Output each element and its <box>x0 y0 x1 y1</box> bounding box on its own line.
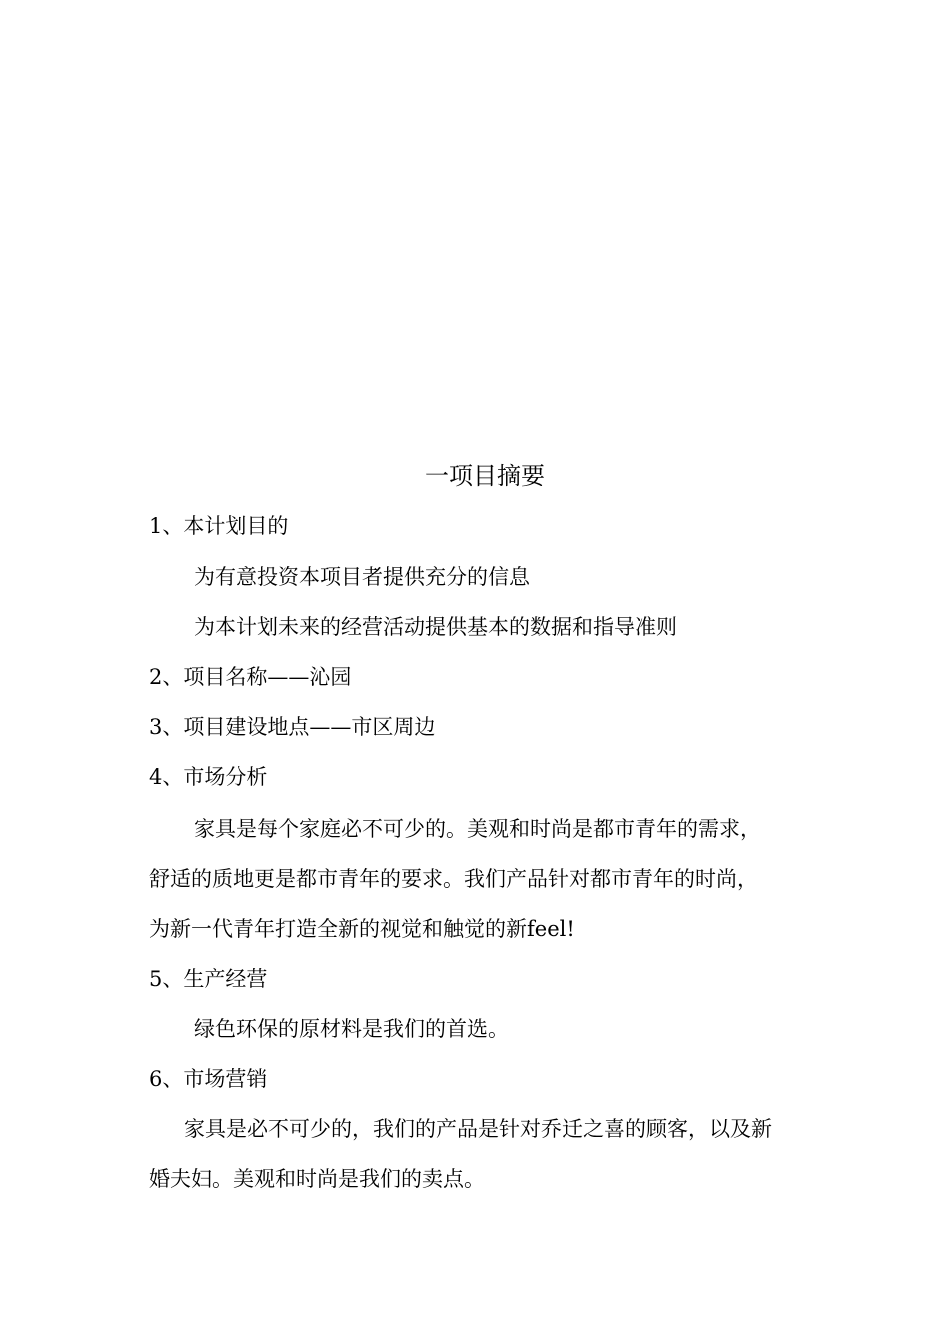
production-line-1: 绿色环保的原材料是我们的首选。 <box>194 1017 509 1041</box>
purpose-line-1: 为有意投资本项目者提供充分的信息 <box>194 565 530 589</box>
market-analysis-line-2: 舒适的质地更是都市青年的要求。我们产品针对都市青年的时尚， <box>149 867 758 891</box>
section-heading-location: 3、项目建设地点——市区周边 <box>149 715 436 739</box>
section-heading-production: 5、生产经营 <box>149 967 268 991</box>
market-analysis-line-3: 为新一代青年打造全新的视觉和触觉的新feel! <box>149 917 575 941</box>
purpose-line-2: 为本计划未来的经营活动提供基本的数据和指导准则 <box>194 615 677 639</box>
marketing-line-1: 家具是必不可少的，我们的产品是针对乔迁之喜的顾客，以及新 <box>184 1117 772 1141</box>
marketing-line-2: 婚夫妇。美观和时尚是我们的卖点。 <box>149 1167 485 1191</box>
document-title: 一项目摘要 <box>425 462 545 490</box>
market-analysis-line-1: 家具是每个家庭必不可少的。美观和时尚是都市青年的需求， <box>194 817 761 841</box>
section-heading-marketing: 6、市场营销 <box>149 1067 268 1091</box>
section-heading-project-name: 2、项目名称——沁园 <box>149 665 352 689</box>
section-heading-market-analysis: 4、市场分析 <box>149 765 268 789</box>
section-heading-purpose: 1、本计划目的 <box>149 514 289 538</box>
